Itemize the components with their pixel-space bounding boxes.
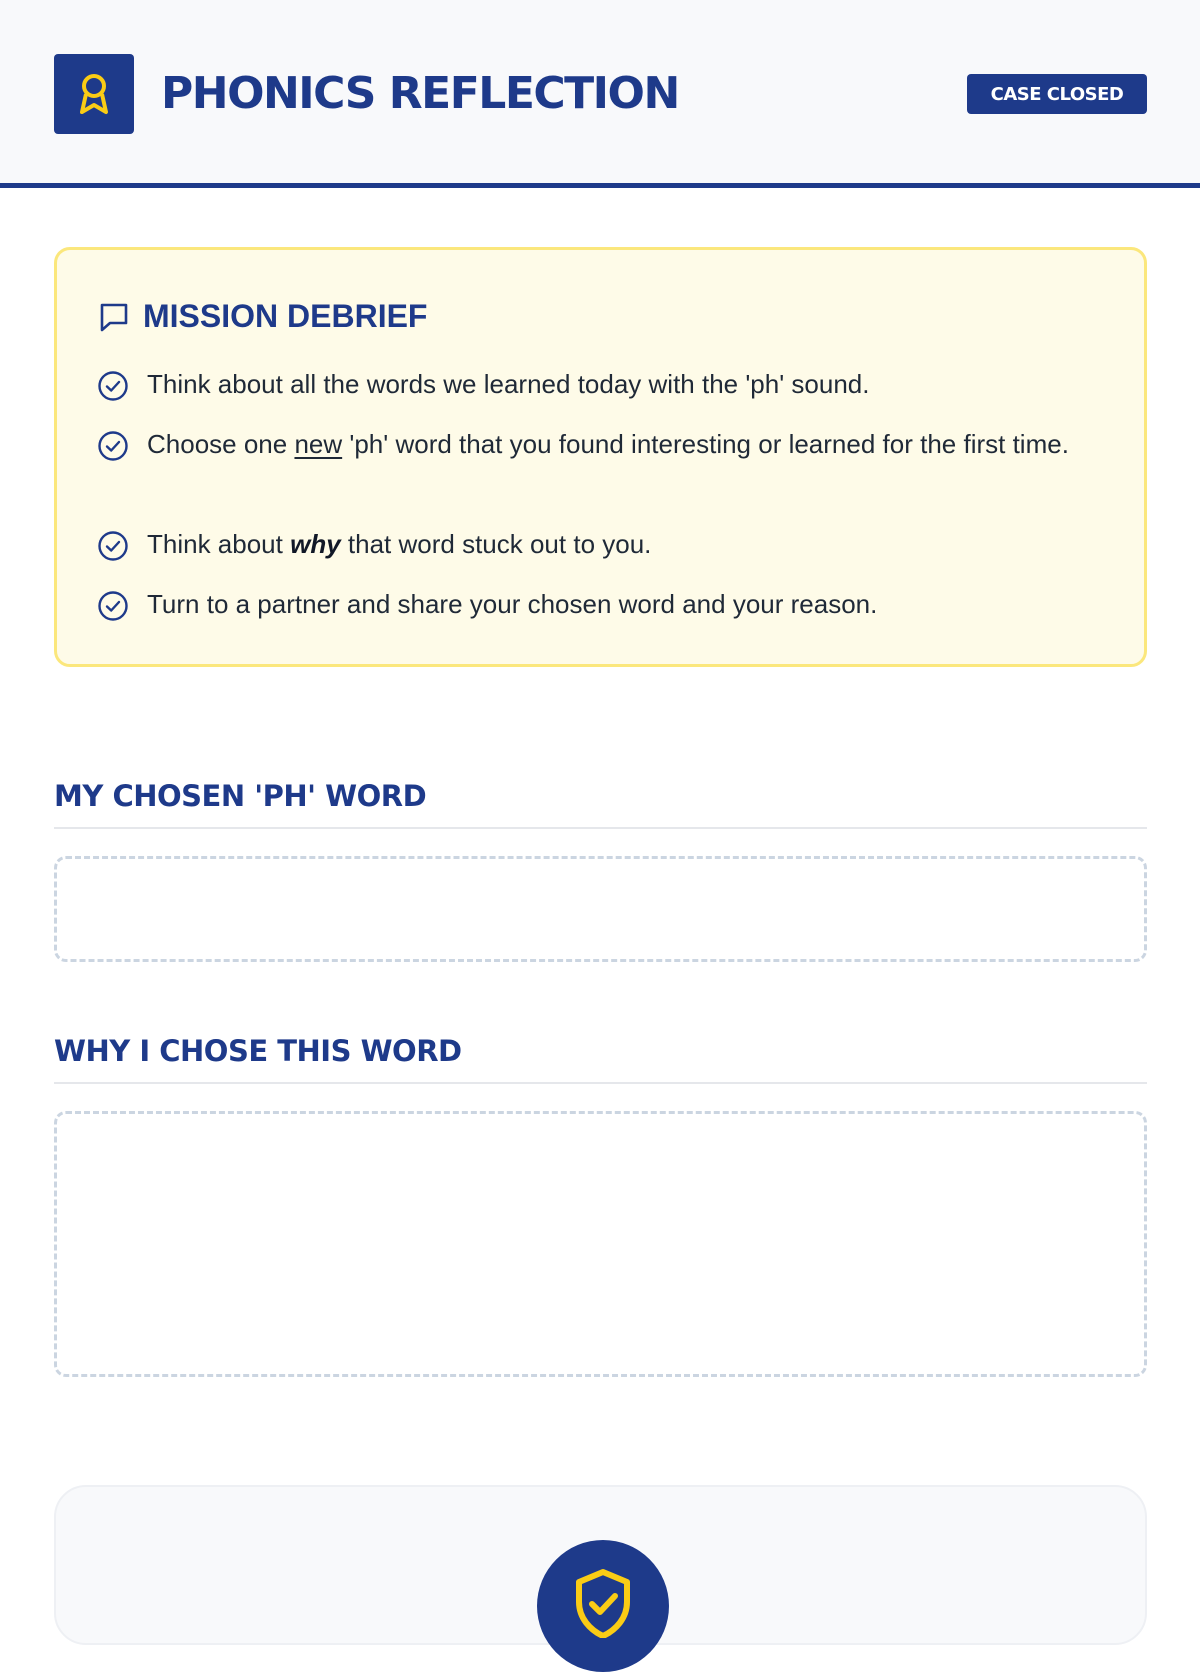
check-circle-icon xyxy=(97,530,129,562)
status-badge: CASE CLOSED xyxy=(967,74,1147,114)
text-segment: 'ph' word that you found interesting or learned for the first time. xyxy=(342,429,1069,459)
checklist-text xyxy=(147,424,1069,464)
checklist-text: Think about all the words we learned today with the 'ph' sound. xyxy=(147,369,870,399)
page-title: PHONICS REFLECTION xyxy=(161,68,679,119)
list-item xyxy=(97,584,1107,624)
emphasis-underline: new xyxy=(294,429,343,459)
text-segment: Choose one xyxy=(147,429,295,459)
chosen-word-heading: MY CHOSEN 'PH' WORD xyxy=(54,779,427,813)
checklist-text: Turn to a partner and share your chosen word and your reason. xyxy=(147,589,878,619)
chat-bubble-icon xyxy=(97,299,131,333)
debrief-title: MISSION DEBRIEF xyxy=(143,298,428,334)
text-segment: that word stuck out to you. xyxy=(340,529,652,559)
app-header xyxy=(0,0,1200,188)
mission-debrief-card xyxy=(54,247,1147,667)
check-circle-icon xyxy=(97,370,129,402)
list-item xyxy=(97,524,1107,564)
checklist-text xyxy=(147,524,651,564)
divider xyxy=(54,827,1147,829)
check-circle-icon xyxy=(97,430,129,462)
reason-textarea[interactable] xyxy=(54,1111,1147,1377)
list-item xyxy=(97,424,1107,464)
footer-card xyxy=(54,1485,1147,1645)
list-item xyxy=(97,364,1107,404)
debrief-header xyxy=(97,296,427,336)
shield-check-icon xyxy=(537,1540,669,1672)
divider xyxy=(54,1082,1147,1084)
reason-heading: WHY I CHOSE THIS WORD xyxy=(54,1034,462,1068)
chosen-word-input[interactable] xyxy=(54,856,1147,962)
award-ribbon-icon xyxy=(54,54,134,134)
emphasis-italic: why xyxy=(290,529,341,559)
text-segment: Think about xyxy=(147,529,291,559)
check-circle-icon xyxy=(97,590,129,622)
